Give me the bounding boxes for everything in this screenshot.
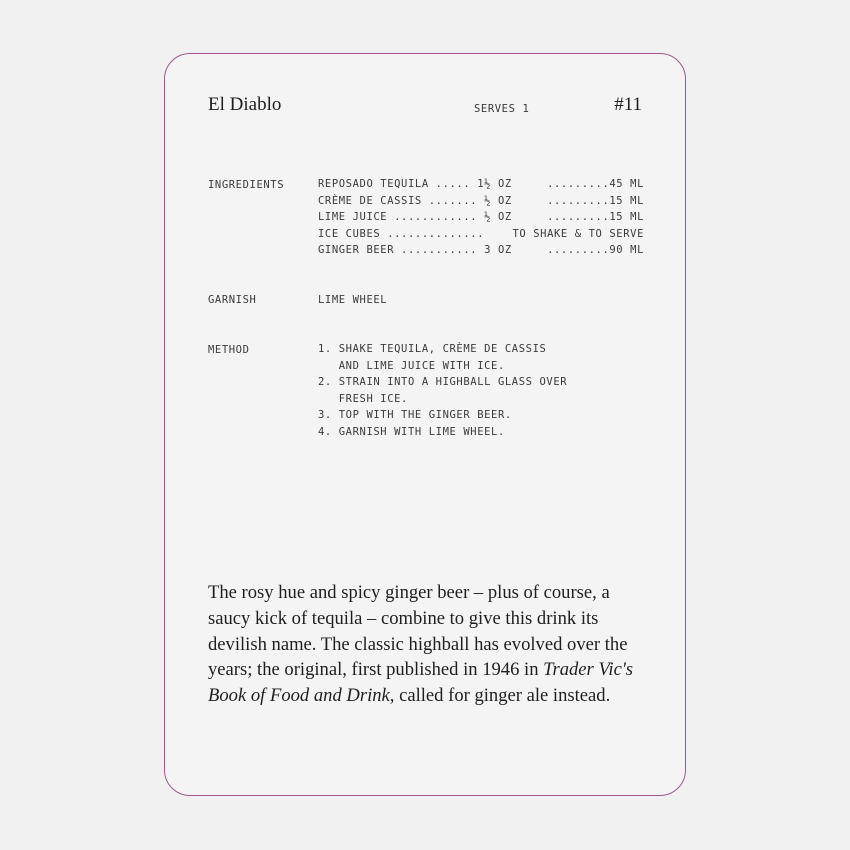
ingredient-name: ICE CUBES .............. [318, 227, 485, 240]
ingredient-row [318, 209, 644, 226]
ingredient-name: LIME JUICE ............ ½ OZ [318, 211, 512, 224]
description-text-1: The rosy hue and spicy ginger beer – plus of course, a saucy kick of tequila – combine to give this drink its devilish name. The classic highball has evolved over the years; the original, first published in 1946 in [208, 582, 628, 681]
method-step-line: 4. GARNISH WITH LIME WHEEL. [318, 425, 505, 438]
ingredient-amount: .........45 ML [547, 178, 644, 190]
ingredient-amount: TO SHAKE & TO SERVE [512, 227, 644, 240]
garnish-value: LIME WHEEL [318, 294, 388, 306]
ingredient-amount: .........15 ML [547, 194, 644, 207]
ingredient-name: GINGER BEER ........... 3 OZ [318, 244, 512, 257]
ingredient-name: CRÈME DE CASSIS ....... ½ OZ [318, 194, 512, 207]
ingredients-list [318, 176, 644, 259]
method-step-line: 3. TOP WITH THE GINGER BEER. [318, 409, 512, 422]
ingredients-label: INGREDIENTS [208, 179, 285, 191]
description-text-2: called for ginger ale instead. [394, 685, 611, 707]
book-title: Trader Vic's Book of Food and Drink, [208, 659, 634, 707]
ingredient-row [318, 176, 644, 193]
recipe-number: #11 [614, 94, 642, 115]
recipe-card [164, 53, 686, 796]
method-label: METHOD [208, 344, 250, 356]
ingredient-amount: .........90 ML [547, 244, 644, 257]
ingredient-amount: .........15 ML [547, 211, 644, 224]
garnish-label: GARNISH [208, 294, 257, 306]
recipe-description [208, 580, 638, 709]
method-list [318, 341, 567, 441]
ingredient-row [318, 242, 644, 259]
method-step-line: 2. STRAIN INTO A HIGHBALL GLASS OVER [318, 376, 568, 389]
ingredient-name: REPOSADO TEQUILA ..... 1½ OZ [318, 178, 512, 190]
method-step-line: 1. SHAKE TEQUILA, CRÈME DE CASSIS [318, 343, 547, 355]
ingredient-row [318, 226, 644, 243]
method-step-line: FRESH ICE. [318, 392, 408, 405]
recipe-title: El Diablo [208, 94, 282, 115]
method-step-line: AND LIME JUICE WITH ICE. [318, 359, 505, 372]
ingredient-row [318, 193, 644, 210]
serves-count: SERVES 1 [474, 103, 530, 115]
